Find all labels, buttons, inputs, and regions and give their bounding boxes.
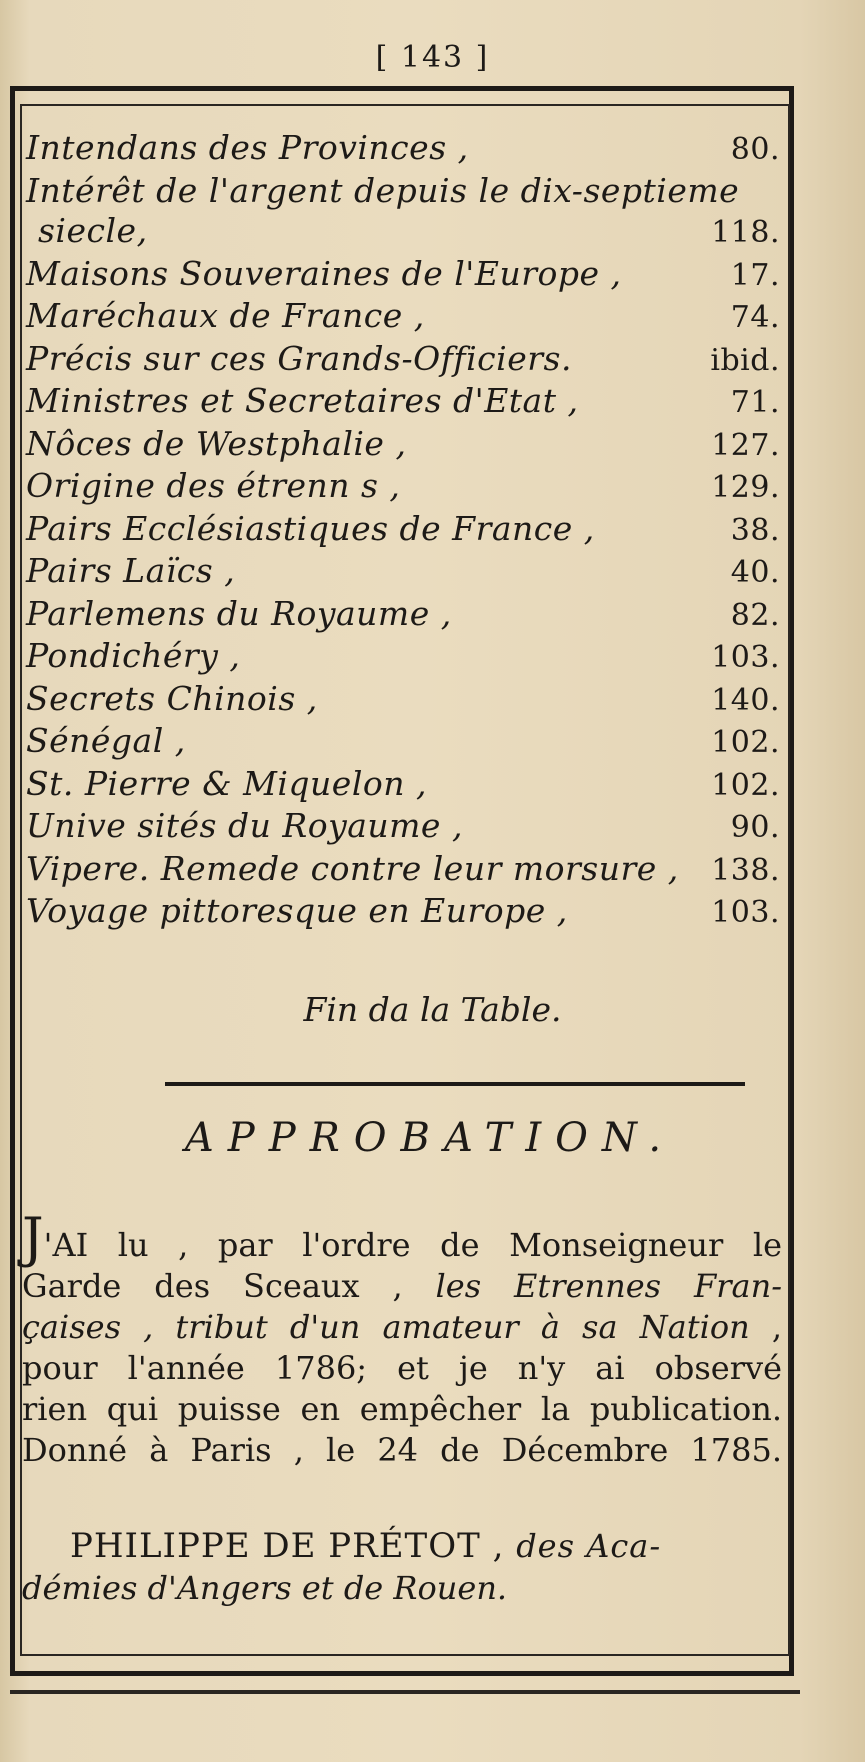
signatory-name: PHILIPPE DE PRÉTOT , (70, 1526, 517, 1566)
index-entry (26, 509, 784, 552)
approbation-line (22, 1307, 782, 1348)
approbation-line: pour l'année 1786; et je n'y ai observé (22, 1349, 782, 1387)
entry-label: Maisons Souveraines de l'Europe , (26, 253, 622, 293)
index-entry (26, 128, 784, 171)
signatory-affiliation: démies d'Angers et de Rouen. (22, 1569, 508, 1607)
approbation-line: rien qui puisse en empêcher la publication. (22, 1390, 782, 1428)
entry-page: 103. (711, 895, 780, 930)
entry-page: 38. (730, 512, 780, 548)
entry-label: Ministres et Secretaires d'Etat , (26, 381, 579, 420)
entry-label: Parlemens du Royaume , (26, 593, 452, 633)
entry-page: 118. (711, 215, 780, 250)
entry-label: Intendans des Provinces , (26, 128, 469, 167)
entry-page: 102. (711, 767, 780, 803)
entry-page: 71. (730, 385, 780, 420)
section-divider (165, 1082, 745, 1086)
entry-label: Pairs Ecclésiastiques de France , (26, 508, 595, 548)
entry-label: Précis sur ces Grands-Officiers. (26, 338, 572, 378)
entry-page: 127. (711, 427, 780, 463)
approbation-line (22, 1206, 782, 1269)
entry-page: 140. (711, 682, 780, 718)
signature-line (22, 1567, 782, 1609)
index-entry (26, 211, 784, 254)
entry-page: 80. (730, 132, 780, 167)
approbation-title-italic: çaises , tribut d'un amateur à sa Nation (22, 1308, 750, 1346)
entry-page: 138. (711, 852, 780, 888)
entry-page: 102. (711, 725, 780, 760)
entry-label: Sénégal , (26, 721, 186, 760)
entry-label: Vipere. Remede contre leur morsure , (26, 848, 679, 888)
approbation-title: APPROBATION. (184, 1115, 676, 1161)
index-entry (26, 254, 784, 297)
approbation-text: Garde des Sceaux , (22, 1267, 436, 1305)
entry-page: 40. (730, 555, 780, 590)
end-of-table-note: Fin da la Table. (303, 990, 562, 1029)
entry-label: Pairs Laïcs , (26, 551, 236, 590)
entry-label: Unive sités du Royaume , (26, 806, 463, 845)
index-entry (26, 171, 784, 212)
entry-page: 74. (730, 300, 780, 335)
entry-page: 82. (730, 597, 780, 633)
index-entry (26, 764, 784, 807)
index-entry (26, 679, 784, 722)
approbation-line (22, 1266, 782, 1307)
entry-label: Secrets Chinois , (26, 678, 318, 718)
index-entry (26, 381, 784, 424)
bottom-border-rule (10, 1690, 800, 1694)
index-entry (26, 636, 784, 679)
entry-label: Pondichéry , (26, 636, 241, 675)
entry-label: siecle, (38, 211, 148, 250)
index-entry (26, 594, 784, 637)
approbation-line: Donné à Paris , le 24 de Décembre 1785. (22, 1431, 782, 1469)
approbation-body (22, 1206, 783, 1471)
approbation-text: , (749, 1308, 783, 1346)
index-entry (26, 424, 784, 467)
entry-label: Intérêt de l'argent depuis le dix-septieme (26, 170, 740, 210)
entry-page: ibid. (710, 342, 780, 378)
signatory-affiliation: des Aca- (516, 1527, 662, 1565)
index-entry (26, 466, 784, 509)
index-entry (26, 891, 784, 934)
drop-cap: J (22, 1206, 44, 1269)
entry-label: Maréchaux de France , (26, 296, 425, 335)
index-entry (26, 551, 784, 594)
entry-page: 17. (730, 257, 780, 293)
index-entry (26, 296, 784, 339)
signature-line (22, 1525, 782, 1567)
signature-block (22, 1525, 782, 1609)
approbation-text: 'AI lu , par l'ordre de Monseigneur le (43, 1226, 782, 1264)
index-entry (26, 806, 784, 849)
page-number: [ 143 ] (375, 40, 490, 75)
index-entry (26, 721, 784, 764)
approbation-title-italic: les Etrennes Fran- (435, 1267, 782, 1305)
entry-label: St. Pierre & Miquelon , (26, 763, 427, 803)
index-entry (26, 849, 784, 892)
index-table (26, 128, 784, 934)
entry-page: 103. (711, 640, 780, 675)
entry-label: Voyage pittoresque en Europe , (26, 891, 568, 930)
entry-page: 90. (730, 810, 780, 845)
index-entry (26, 339, 784, 382)
entry-label: Nôces de Westphalie , (26, 423, 407, 463)
entry-label: Origine des étrenn s , (26, 466, 401, 505)
entry-page: 129. (711, 470, 780, 505)
